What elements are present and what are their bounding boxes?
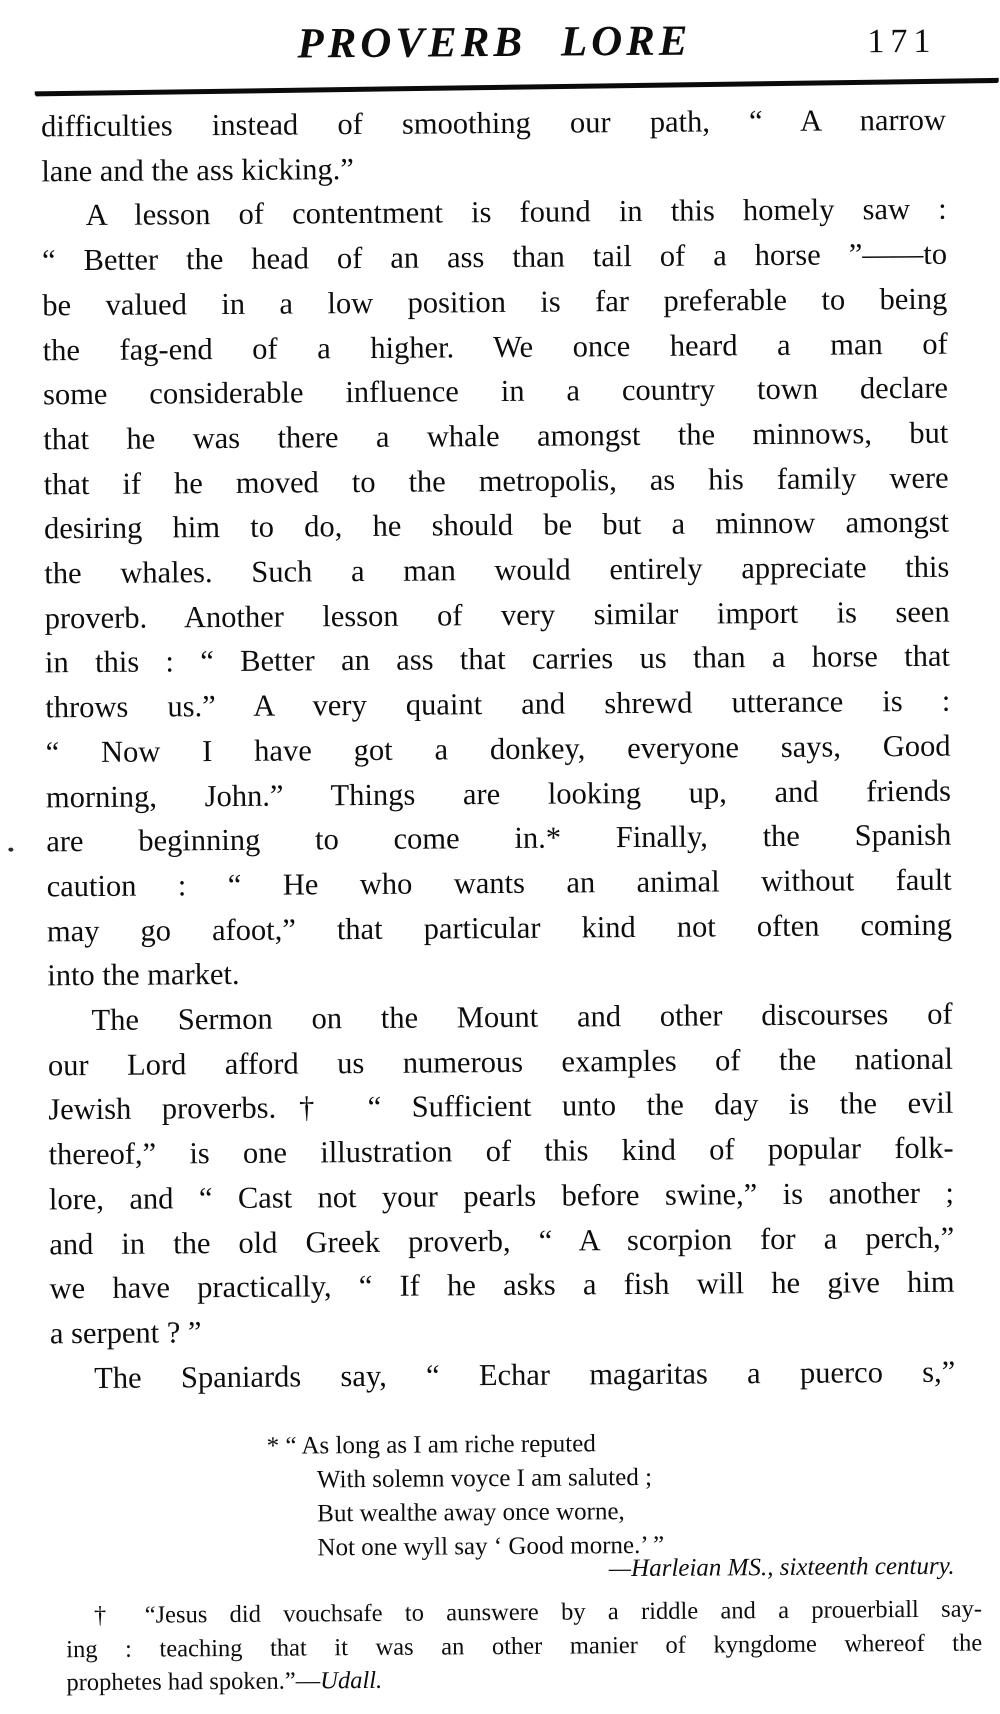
body-line: lane and the ass kicking.” bbox=[41, 151, 355, 189]
body-line: in this : “ Better an ass that carries us than a horse that bbox=[44, 639, 951, 680]
footnote-note-last-text: prophetes had spoken.”— bbox=[66, 1667, 321, 1697]
running-head-title: PROVERB LORE bbox=[297, 17, 692, 68]
body-line: thereof,” is one illustration of this kind of popular folk- bbox=[48, 1130, 954, 1172]
body-line: “ Now I have got a donkey, everyone says, Good bbox=[45, 728, 951, 770]
body-line: morning, John.” Things are looking up, and friends bbox=[45, 773, 952, 814]
scan-speck bbox=[8, 848, 13, 852]
body-line: a serpent ? ” bbox=[49, 1315, 202, 1351]
footnote-author: Udall. bbox=[320, 1666, 383, 1695]
footnote-verse-line: With solemn voyce I am saluted ; bbox=[316, 1463, 653, 1494]
body-line: and in the old Greek proverb, “ A scorpion for a perch,” bbox=[49, 1220, 955, 1261]
body-line: be valued in a low position is far preferable to being bbox=[42, 281, 948, 323]
body-line: “ Better the head of an ass than tail of a horse ”——to bbox=[41, 236, 948, 278]
body-line: caution : “ He who wants an animal without fault bbox=[46, 862, 952, 904]
body-line: the fag-end of a higher. We once heard a man of bbox=[42, 326, 948, 367]
body-line: we have practically, “ If he asks a fish will he give him bbox=[49, 1264, 955, 1306]
body-line: some considerable influence in a country town declare bbox=[42, 370, 949, 412]
body-line: our Lord afford us numerous examples of the national bbox=[47, 1041, 954, 1083]
footnote-verse-line: But wealthe away once worne, bbox=[317, 1498, 625, 1528]
body-line: difficulties instead of smoothing our path, “ A narrow bbox=[40, 102, 947, 144]
body-line: may go afoot,” that particular kind not often coming bbox=[46, 907, 953, 948]
body-line: that if he moved to the metropolis, as his family were bbox=[43, 460, 949, 501]
body-line: that he was there a whale amongst the minnows, but bbox=[43, 415, 949, 457]
body-line: lore, and “ Cast not your pearls before swine,” is another ; bbox=[48, 1175, 955, 1217]
body-line: desiring him to do, he should be but a minnow amongst bbox=[43, 505, 950, 546]
body-line: Jewish proverbs.† “ Sufficient unto the day is the evil bbox=[48, 1086, 954, 1127]
body-line: are beginning to come in.* Finally, the Spanish bbox=[46, 817, 952, 859]
footnote-note-last-line bbox=[66, 1659, 982, 1699]
footnote-verse bbox=[267, 1427, 665, 1566]
header-rule bbox=[35, 78, 999, 95]
body-line: into the market. bbox=[47, 957, 240, 993]
page-number: 171 bbox=[867, 22, 937, 61]
body-line: The Sermon on the Mount and other discourses of bbox=[91, 996, 953, 1038]
body-line: The Spaniards say, “ Echar magaritas a puerco s,” bbox=[94, 1354, 956, 1395]
footnote-verse-line: Not one wyll say ‘ Good morne.’ ” bbox=[317, 1531, 665, 1562]
body-line: the whales. Such a man would entirely appreciate this bbox=[44, 549, 950, 591]
body-text bbox=[41, 98, 955, 1401]
footnote-verse-line: * “ As long as I am riche reputed bbox=[266, 1430, 596, 1460]
body-line: proverb. Another lesson of very similar import is seen bbox=[44, 594, 950, 636]
body-line: A lesson of contentment is found in this homely saw : bbox=[85, 192, 947, 233]
footnote-note-line: † “Jesus did vouchsafe to aunswere by a riddle and a prouerbiall say- bbox=[93, 1595, 983, 1629]
footnote-note bbox=[66, 1592, 983, 1699]
footnote-verse-attribution: —Harleian MS., sixteenth century. bbox=[608, 1552, 955, 1583]
footnote-note-line: ing : teaching that it was an other manier of kyngdome whereof the bbox=[66, 1628, 983, 1663]
body-line: throws us.” A very quaint and shrewd utterance is : bbox=[45, 683, 951, 725]
